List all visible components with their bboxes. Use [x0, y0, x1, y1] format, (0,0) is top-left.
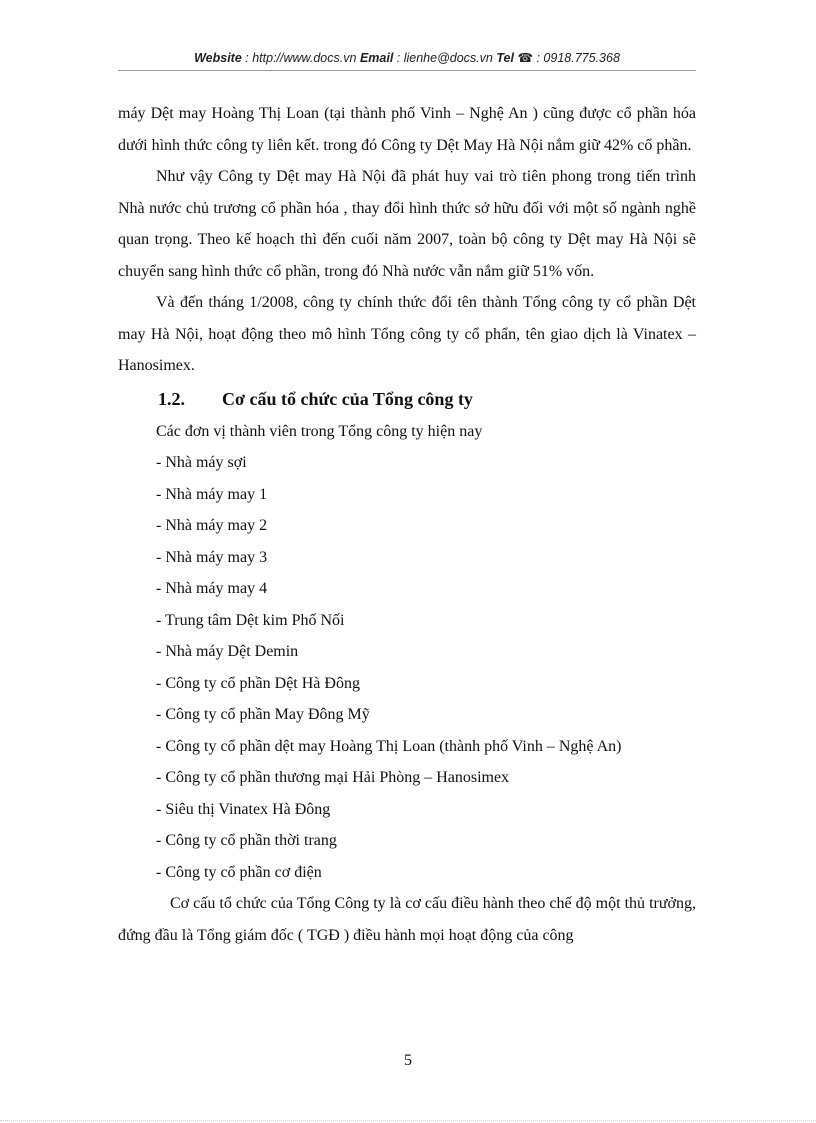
website-label: Website [194, 51, 242, 65]
website-value: : http://www.docs.vn [245, 51, 357, 65]
list-item: - Siêu thị Vinatex Hà Đông [156, 800, 331, 818]
list-item: - Công ty cổ phần May Đông Mỹ [156, 706, 370, 723]
list-item: - Nhà máy sợi [156, 454, 247, 471]
paragraph-2: Như vậy Công ty Dệt may Hà Nội đã phát huy vai trò tiên phong trong tiến trình Nhà nước chủ trương cổ phần hóa , thay đổi hình thức sở hữu đối với một số ngành nghề quan trọng. Theo kế hoạch thì đến cuối năm 2007, toàn bộ công ty Dệt may Hà Nội sẽ chuyển sang hình thức cổ phần, trong đó Nhà nước vẫn nắm giữ 51% vốn. [118, 168, 696, 280]
document-body [118, 98, 696, 951]
section-heading [118, 382, 696, 416]
list-item: - Công ty cổ phần dệt may Hoàng Thị Loan (thành phố Vinh – Nghệ An) [156, 737, 622, 755]
list-item: - Nhà máy may 2 [156, 517, 268, 534]
list-item: - Công ty cổ phần Dệt Hà Đông [156, 674, 360, 692]
page-header [118, 50, 696, 65]
email-value: : lienhe@docs.vn [396, 51, 493, 65]
page-bottom-edge [0, 1120, 816, 1121]
list-item: - Trung tâm Dệt kim Phố Nối [156, 611, 345, 629]
section-number: 1.2. [158, 388, 185, 409]
tel-value: ☎ : 0918.775.368 [517, 51, 620, 65]
paragraph-3: Và đến tháng 1/2008, công ty chính thức đổi tên thành Tổng công ty cổ phần Dệt may Hà Nội, hoạt động theo mô hình Tổng công ty cổ phẩn, tên giao dịch là Vinatex – Hanosimex. [118, 294, 696, 374]
list-item: - Nhà máy may 1 [156, 485, 268, 503]
paragraph-1: máy Dệt may Hoàng Thị Loan (tại thành phố Vinh – Nghệ An ) cũng được cổ phần hóa dưới hình thức công ty liên kết. trong đó Công ty Dệt May Hà Nội nắm giữ 42% cổ phần. [118, 105, 696, 154]
closing-paragraph: Cơ cấu tổ chức của Tổng Công ty là cơ cấu điều hành theo chế độ một thủ trưởng, đứng đầu là Tổng giám đốc ( TGĐ ) điều hành mọi hoạt động của công [118, 895, 696, 944]
member-unit-list [118, 447, 696, 888]
list-item: - Nhà máy may 4 [156, 580, 268, 597]
list-item: - Nhà máy may 3 [156, 548, 268, 566]
section-title: Cơ cấu tổ chức của Tổng công ty [222, 388, 473, 409]
email-label: Email [359, 51, 394, 65]
list-item: - Công ty cổ phần cơ điện [156, 863, 322, 881]
header-divider [118, 70, 696, 71]
list-intro: Các đơn vị thành viên trong Tổng công ty hiện nay [156, 422, 483, 440]
tel-label: Tel [496, 51, 514, 65]
list-item: - Công ty cổ phần thương mại Hải Phòng – Hanosimex [156, 769, 510, 786]
list-item: - Công ty cổ phần thời trang [156, 832, 337, 849]
page-number: 5 [404, 1052, 412, 1069]
list-item: - Nhà máy Dệt Demin [156, 643, 299, 660]
